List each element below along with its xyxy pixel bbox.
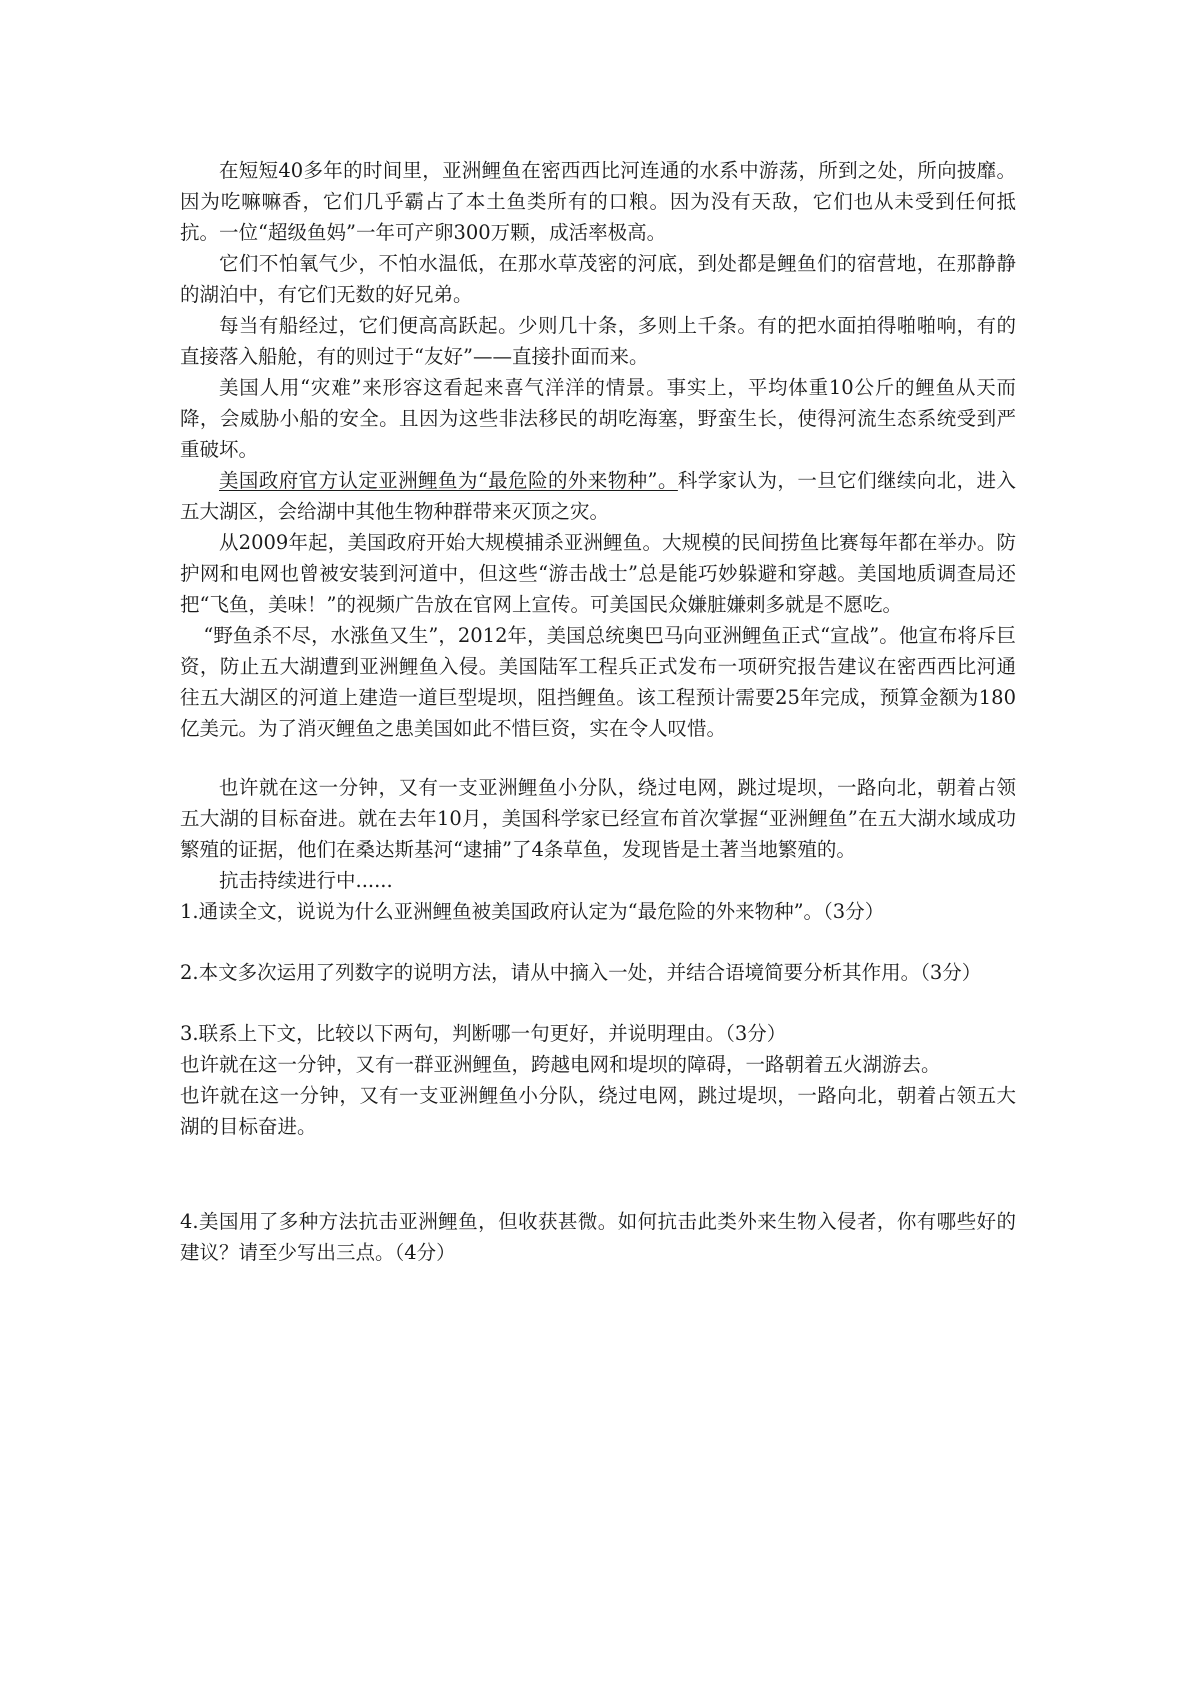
article-paragraph-9: 抗击持续进行中...... [219, 869, 393, 892]
document-page [180, 155, 1016, 1268]
article-paragraph-2: 它们不怕氧气少，不怕水温低，在那水草茂密的河底，到处都是鲤鱼们的宿营地，在那静静的湖泊中，有它们无数的好兄弟。 [180, 252, 1016, 306]
article-paragraph-3: 每当有船经过，它们便高高跃起。少则几十条，多则上千条。有的把水面拍得啪啪响，有的直接落入船舱，有的则过于“友好”——直接扑面而来。 [180, 314, 1016, 368]
question-3: 3.联系上下文，比较以下两句，判断哪一句更好，并说明理由。（3分） [180, 1022, 787, 1045]
article-paragraph-7: “野鱼杀不尽，水涨鱼又生”，2012年，美国总统奥巴马向亚洲鲤鱼正式“宣战”。他宣布将斥巨资，防止五大湖遭到亚洲鲤鱼入侵。美国陆军工程兵正式发布一项研究报告建议在密西西比河通往五大湖区的河道上建造一道巨型堤坝，阻挡鲤鱼。该工程预计需要25年完成，预算金额为180亿美元。为了消灭鲤鱼之患美国如此不惜巨资，实在令人叹惜。 [180, 624, 1016, 740]
question-3-sentence-b: 也许就在这一分钟，又有一支亚洲鲤鱼小分队，绕过电网，跳过堤坝，一路向北，朝着占领五大湖的目标奋进。 [180, 1084, 1016, 1138]
article-paragraph-1: 在短短40多年的时间里，亚洲鲤鱼在密西西比河连通的水系中游荡，所到之处，所向披靡。因为吃嘛嘛香，它们几乎霸占了本土鱼类所有的口粮。因为没有天敌，它们也从未受到任何抵抗。一位“超级鱼妈”一年可产卵300万颗，成活率极高。 [180, 159, 1016, 244]
question-2: 2.本文多次运用了列数字的说明方法，请从中摘入一处，并结合语境简要分析其作用。（3分） [180, 961, 982, 984]
question-3-sentence-a: 也许就在这一分钟，又有一群亚洲鲤鱼，跨越电网和堤坝的障碍，一路朝着五火湖游去。 [180, 1053, 941, 1076]
article-paragraph-4: 美国人用“灾难”来形容这看起来喜气洋洋的情景。事实上，平均体重10公斤的鲤鱼从天而降，会威胁小船的安全。且因为这些非法移民的胡吃海塞，野蛮生长，使得河流生态系统受到严重破坏。 [180, 376, 1016, 461]
article-paragraph-8: 也许就在这一分钟，又有一支亚洲鲤鱼小分队，绕过电网，跳过堤坝，一路向北，朝着占领五大湖的目标奋进。就在去年10月，美国科学家已经宣布首次掌握“亚洲鲤鱼”在五大湖水域成功繁殖的证据，他们在桑达斯基河“逮捕”了4条草鱼，发现皆是土著当地繁殖的。 [180, 776, 1016, 861]
article-paragraph-6: 从2009年起，美国政府开始大规模捕杀亚洲鲤鱼。大规模的民间捞鱼比赛每年都在举办。防护网和电网也曾被安装到河道中，但这些“游击战士”总是能巧妙躲避和穿越。美国地质调查局还把“飞鱼，美味！”的视频广告放在官网上宣传。可美国民众嫌脏嫌刺多就是不愿吃。 [180, 531, 1016, 616]
article-paragraph-5 [180, 465, 1016, 527]
question-1: 1.通读全文，说说为什么亚洲鲤鱼被美国政府认定为“最危险的外来物种”。（3分） [180, 900, 885, 923]
paragraph-5-rest: 科学家认为，一旦它们继续向北，进入五大湖区，会给湖中其他生物种群带来灭顶之灾。 [180, 469, 1016, 523]
underlined-sentence: 美国政府官方认定亚洲鲤鱼为“最危险的外来物种”。 [219, 469, 678, 492]
question-4: 4.美国用了多种方法抗击亚洲鲤鱼，但收获甚微。如何抗击此类外来生物入侵者，你有哪些好的建议？请至少写出三点。（4分） [180, 1210, 1016, 1264]
